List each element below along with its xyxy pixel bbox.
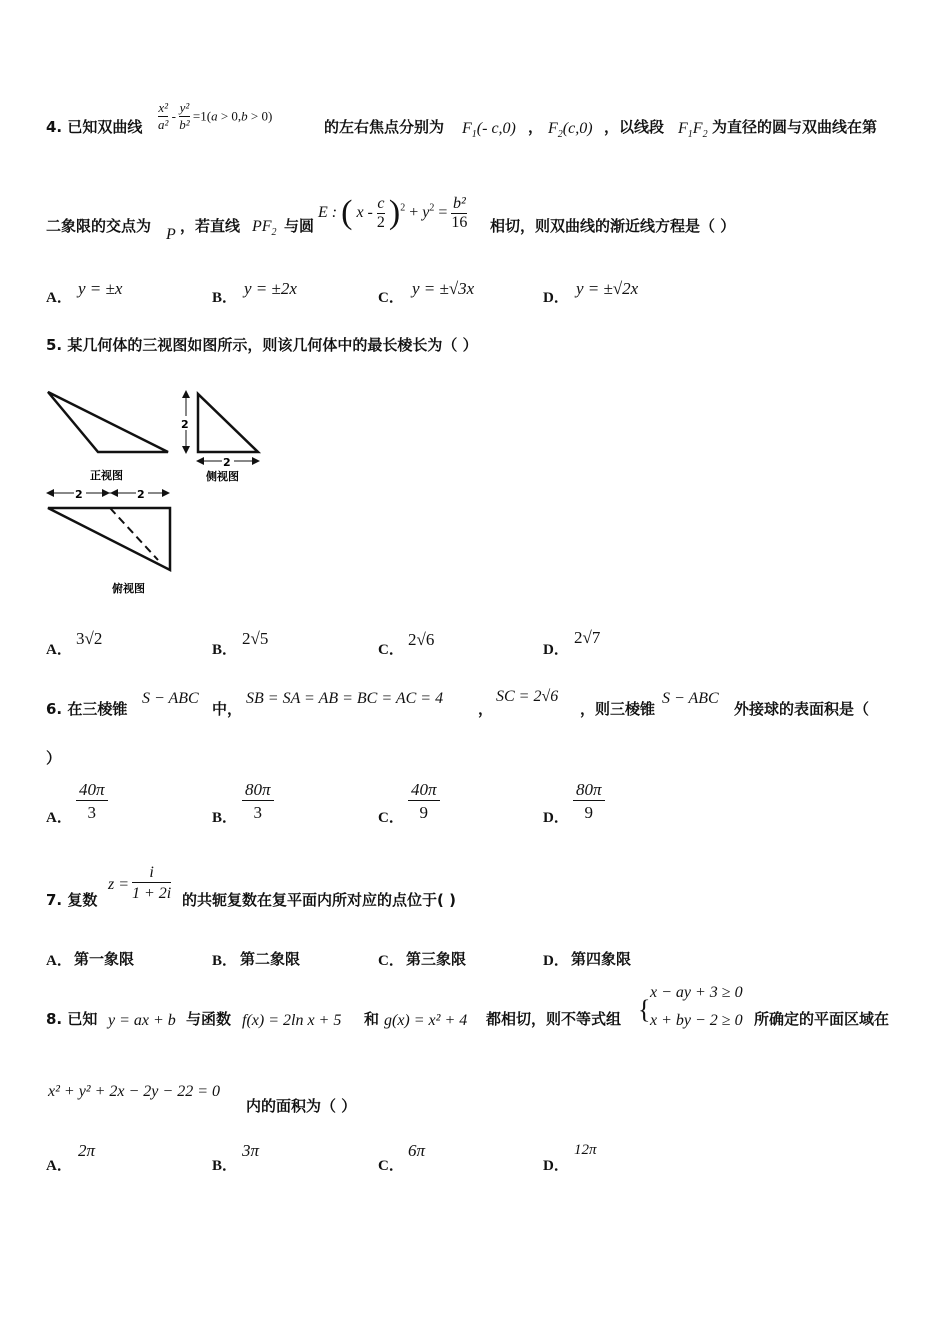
q7-opt-c-label: C．	[378, 953, 404, 969]
q4-circle: E : ( x - $\frac{c}{2}$ )$^2 + y^2$ = $\frac{\text{b²}}{16}$	[318, 194, 468, 231]
q6-opt-c-label: C．	[378, 810, 404, 826]
q8-line1	[46, 1008, 97, 1029]
q4-opt-a: y = ±x	[78, 279, 123, 298]
q8-number: 8.	[46, 1010, 63, 1028]
q4-stem-4: ，以线段	[604, 118, 665, 136]
q6-sc: SC = 2√6	[496, 688, 559, 705]
q4-stem-1: 已知双曲线	[67, 118, 143, 136]
q6-stem-2: 中，	[212, 700, 243, 718]
q4-p: P	[166, 226, 176, 243]
q6-opt-a-num: 40π	[76, 780, 108, 801]
q6-stem-4: ，则三棱锥	[580, 700, 656, 718]
q6-stem-3: ，	[478, 700, 494, 718]
arrow-right-icon	[162, 489, 170, 497]
q6-opt-a	[76, 780, 108, 823]
side-width-label: 2	[223, 456, 231, 469]
q8-g: g(x) = x² + 4	[384, 1012, 468, 1029]
q8-opt-d-label: D．	[543, 1158, 569, 1174]
front-view-label: 正视图	[90, 469, 123, 482]
arrow-left-icon	[196, 457, 204, 465]
three-view-figure	[40, 384, 280, 604]
q5-opt-d: 2√7	[574, 628, 601, 647]
q7-stem-2: 的共轭复数在复平面内所对应的点位于( )	[182, 891, 456, 909]
q7-number: 7.	[46, 891, 63, 909]
q8-brace: {	[638, 995, 651, 1024]
q4-line1	[46, 116, 142, 137]
q8-stem-2: 与函数	[186, 1010, 232, 1028]
q7-z: z =	[108, 876, 130, 893]
q7-opt-d-label: D．	[543, 953, 569, 969]
q6-opt-b-den: 3	[253, 803, 263, 822]
arrow-right-icon	[252, 457, 260, 465]
q6-opt-a-label: A．	[46, 810, 72, 826]
front-view-shape	[48, 392, 168, 452]
q7-opt-c: 第三象限	[406, 950, 467, 968]
q4-number: 4.	[46, 118, 63, 136]
q5-number: 5.	[46, 336, 63, 354]
q5-opt-b: 2√5	[242, 629, 269, 648]
q5-opt-a-label: A．	[46, 642, 72, 658]
arrow-down-icon	[182, 446, 190, 454]
q6-opt-b-num: 80π	[242, 780, 274, 801]
q7-line1	[46, 889, 97, 910]
q4-opt-d: y = ±√2x	[576, 279, 639, 298]
q8-stem-1: 已知	[67, 1010, 98, 1028]
q4-f2: $F_2(c,0)$	[548, 120, 593, 141]
q4-seg: $F_1F_2$	[678, 120, 708, 141]
q4-opt-a-label: A．	[46, 290, 72, 306]
q5-stem: 某几何体的三视图如图所示，则该几何体中的最长棱长为（ ）	[67, 336, 478, 354]
q8-ineq1: x − ay + 3 ≥ 0	[650, 984, 743, 1001]
top-view-shape	[48, 508, 170, 570]
q6-sabc-2: S − ABC	[662, 690, 719, 707]
q6-opt-b	[242, 780, 274, 823]
q6-opt-c-den: 9	[419, 803, 429, 822]
arrow-left-icon	[46, 489, 54, 497]
q6-opt-c-num: 40π	[408, 780, 440, 801]
q8-opt-c-label: C．	[378, 1158, 404, 1174]
q6-opt-d-num: 80π	[573, 780, 605, 801]
q8-circle: x² + y² + 2x − 2y − 22 = 0	[48, 1083, 220, 1100]
q6-opt-a-den: 3	[87, 803, 97, 822]
q8-opt-d: 12π	[574, 1142, 597, 1158]
q6-sabc: S − ABC	[142, 690, 199, 707]
q7-opt-b: 第二象限	[240, 950, 301, 968]
q6-eq: SB = SA = AB = BC = AC = 4	[246, 690, 444, 707]
q8-opt-a: 2π	[78, 1141, 96, 1160]
q6-stem-5: 外接球的表面积是（	[734, 700, 870, 718]
q8-line: y = ax + b	[108, 1012, 176, 1029]
q7-num: i	[132, 864, 171, 883]
q8-opt-b: 3π	[242, 1141, 260, 1160]
q4-line: $PF_2$	[252, 218, 277, 239]
q4-opt-c: y = ±√3x	[412, 279, 475, 298]
q5-opt-b-label: B．	[212, 642, 238, 658]
q8-stem-3: 和	[364, 1010, 380, 1028]
q6-opt-d-den: 9	[584, 803, 594, 822]
q5-opt-a: 3√2	[76, 629, 103, 648]
q7-opt-a-label: A．	[46, 953, 72, 969]
q6-opt-d-label: D．	[543, 810, 569, 826]
q4-opt-c-label: C．	[378, 290, 404, 306]
q6-number: 6.	[46, 700, 63, 718]
top-width-label-2: 2	[137, 488, 145, 501]
top-width-label-1: 2	[75, 488, 83, 501]
q4-stem-8: 与圆	[284, 217, 315, 235]
q5-opt-d-label: D．	[543, 642, 569, 658]
q7-stem-1: 复数	[67, 891, 98, 909]
q4-opt-d-label: D．	[543, 290, 569, 306]
q8-opt-a-label: A．	[46, 1158, 72, 1174]
q6-stem-6: ）	[46, 749, 62, 767]
q7-fraction	[132, 864, 171, 903]
q4-opt-b-label: B．	[212, 290, 238, 306]
q4-opt-b: y = ±2x	[244, 279, 297, 298]
arrow-right-icon	[102, 489, 110, 497]
q5-stem-line	[46, 334, 478, 355]
arrow-up-icon	[182, 390, 190, 398]
side-view-shape	[198, 394, 258, 452]
q4-stem-7: ，若直线	[180, 217, 241, 235]
q6-opt-d	[573, 780, 605, 823]
q8-stem-4: 都相切，则不等式组	[486, 1010, 622, 1028]
q4-stem-9: 相切，则双曲线的渐近线方程是（ ）	[490, 217, 736, 235]
arrow-left-icon	[110, 489, 118, 497]
q4-line1b	[324, 116, 444, 137]
q7-opt-b-label: B．	[212, 953, 238, 969]
q8-f: f(x) = 2ln x + 5	[242, 1012, 342, 1029]
q6-line1	[46, 698, 127, 719]
q7-opt-d: 第四象限	[571, 950, 632, 968]
q8-opt-b-label: B．	[212, 1158, 238, 1174]
q8-ineq2: x + by − 2 ≥ 0	[650, 1012, 743, 1029]
q4-stem-5: 为直径的圆与双曲线在第	[712, 118, 878, 136]
q5-opt-c: 2√6	[408, 630, 435, 649]
q7-opt-a: 第一象限	[74, 950, 135, 968]
q4-stem-6: 二象限的交点为	[46, 217, 152, 235]
q4-comma: ，	[528, 118, 544, 136]
side-height-label: 2	[181, 418, 189, 431]
side-view-label: 侧视图	[206, 470, 239, 483]
q7-den: 1 + 2i	[132, 885, 172, 902]
top-view-label: 俯视图	[112, 582, 145, 595]
q8-stem-6: 内的面积为（ ）	[246, 1097, 357, 1115]
q8-stem-5: 所确定的平面区域在	[754, 1010, 890, 1028]
q6-stem-1: 在三棱锥	[67, 700, 128, 718]
q6-opt-c	[408, 780, 440, 823]
q4-hyperbola: $\frac{\text{x²}}{\text{a²}}$ - $\frac{\text{y²}}{\text{b²}}$ =1(a > 0,b > 0)	[158, 100, 273, 132]
q8-opt-c: 6π	[408, 1141, 426, 1160]
q5-opt-c-label: C．	[378, 642, 404, 658]
q6-opt-b-label: B．	[212, 810, 238, 826]
q4-stem-2: 的左右焦点分别为	[324, 118, 445, 136]
q4-f1: $F_1(-$ c,0)	[462, 120, 516, 141]
